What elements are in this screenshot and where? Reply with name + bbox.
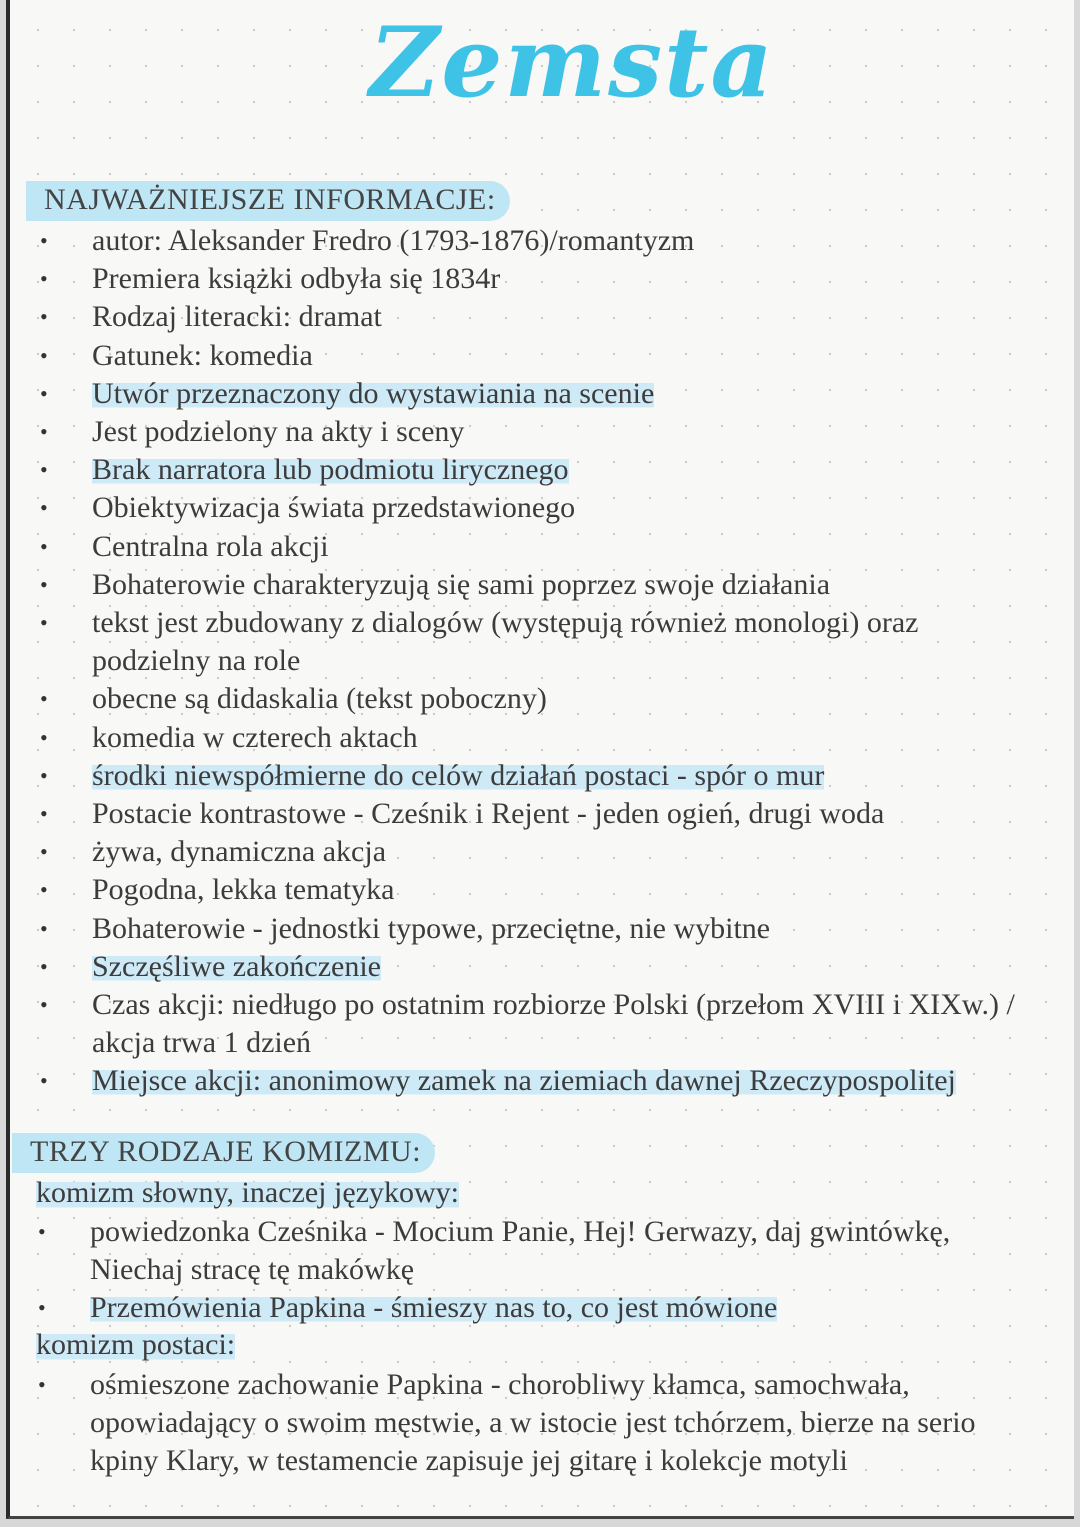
bullet-icon: • (40, 571, 48, 597)
komizm-postaci-list (10, 1366, 1074, 1481)
list-item: • powiedzonka Cześnika - Mocium Panie, Hej! Gerwazy, daj gwintówkę, Niechaj stracę tę makówkę (38, 1215, 951, 1287)
bullet-icon: • (40, 533, 48, 559)
bullet-icon: • (38, 1219, 46, 1244)
list-item: • Postacie kontrastowe - Cześnik i Rejent - jeden ogień, drugi woda (10, 795, 1074, 833)
list-item: • środki niewspółmierne do celów działań postaci - spór o mur (10, 757, 1074, 795)
bullet-icon: • (40, 419, 48, 445)
bullet-icon: • (40, 992, 48, 1018)
list-item: • Szczęśliwe zakończenie (10, 948, 1074, 986)
list-item: • Gatunek: komedia (10, 337, 1074, 375)
bullet-icon: • (40, 724, 48, 750)
list-item: • Przemówienia Papkina - śmieszy nas to, co jest mówione (10, 1289, 1074, 1327)
bullet-icon: • (40, 953, 48, 979)
bullet-icon: • (40, 266, 48, 292)
bullet-icon: • (40, 762, 48, 788)
list-item: • Premiera książki odbyła się 1834r (10, 260, 1074, 298)
bullet-icon: • (38, 1295, 46, 1321)
section-heading-informacje: NAJWAŻNIEJSZE INFORMACJE: (26, 181, 510, 221)
bullet-icon: • (40, 686, 48, 712)
bullet-icon: • (38, 1372, 46, 1397)
list-item: • tekst jest zbudowany z dialogów (występują również monologi) oraz podzielny na role (40, 606, 919, 678)
list-item: • Pogodna, lekka tematyka (10, 871, 1074, 909)
bullet-icon: • (40, 495, 48, 521)
list-item: • komedia w czterech aktach (10, 719, 1074, 757)
bullet-icon: • (40, 801, 48, 827)
list-item: • Rodzaj literacki: dramat (10, 298, 1074, 336)
bullet-icon: • (40, 1068, 48, 1094)
list-item: • żywa, dynamiczna akcja (10, 833, 1074, 871)
list-item: • ośmieszone zachowanie Papkina - chorobliwy kłamca, samochwała, opowiadający o swoim męstwie, a w istocie jest tchórzem, bierze na serio kpiny Klary, w testamencie zapisuje jej gitarę i kolekcje motyli (38, 1368, 976, 1478)
list-item: • Miejsce akcji: anonimowy zamek na ziemiach dawnej Rzeczypospolitej (10, 1062, 1074, 1100)
subheading-komizm-slowny: komizm słowny, inaczej językowy: (36, 1176, 459, 1209)
info-list (10, 222, 1074, 1101)
list-item: • Centralna rola akcji (10, 528, 1074, 566)
list-item: • obecne są didaskalia (tekst poboczny) (10, 680, 1074, 718)
bullet-icon: • (40, 304, 48, 330)
bullet-icon: • (40, 839, 48, 865)
subheading-komizm-postaci: komizm postaci: (36, 1328, 236, 1361)
bullet-icon: • (40, 380, 48, 406)
list-item: • Obiektywizacja świata przedstawionego (10, 489, 1074, 527)
section-heading-komizm: TRZY RODZAJE KOMIZMU: (12, 1133, 435, 1173)
bullet-icon: • (40, 457, 48, 483)
komizm-slowny-list (10, 1213, 1074, 1328)
bullet-icon: • (40, 915, 48, 941)
list-item: • Brak narratora lub podmiotu lirycznego (10, 451, 1074, 489)
list-item: • Bohaterowie charakteryzują się sami poprzez swoje działania (10, 566, 1074, 604)
list-item: • Jest podzielony na akty i sceny (10, 413, 1074, 451)
bullet-icon: • (40, 342, 48, 368)
list-item: • Utwór przeznaczony do wystawiania na scenie (10, 375, 1074, 413)
bullet-icon: • (40, 877, 48, 903)
notebook-page (6, 0, 1074, 1519)
list-item: • Bohaterowie - jednostki typowe, przeciętne, nie wybitne (10, 910, 1074, 948)
bullet-icon: • (40, 228, 48, 253)
list-item: • Czas akcji: niedługo po ostatnim rozbiorze Polski (przełom XVIII i XIXw.) / akcja trwa 1 dzień (40, 988, 1015, 1060)
page-title: Zemsta (369, 6, 775, 119)
list-item: • autor: Aleksander Fredro (1793-1876)/romantyzm (10, 222, 1074, 260)
bullet-icon: • (40, 610, 48, 636)
